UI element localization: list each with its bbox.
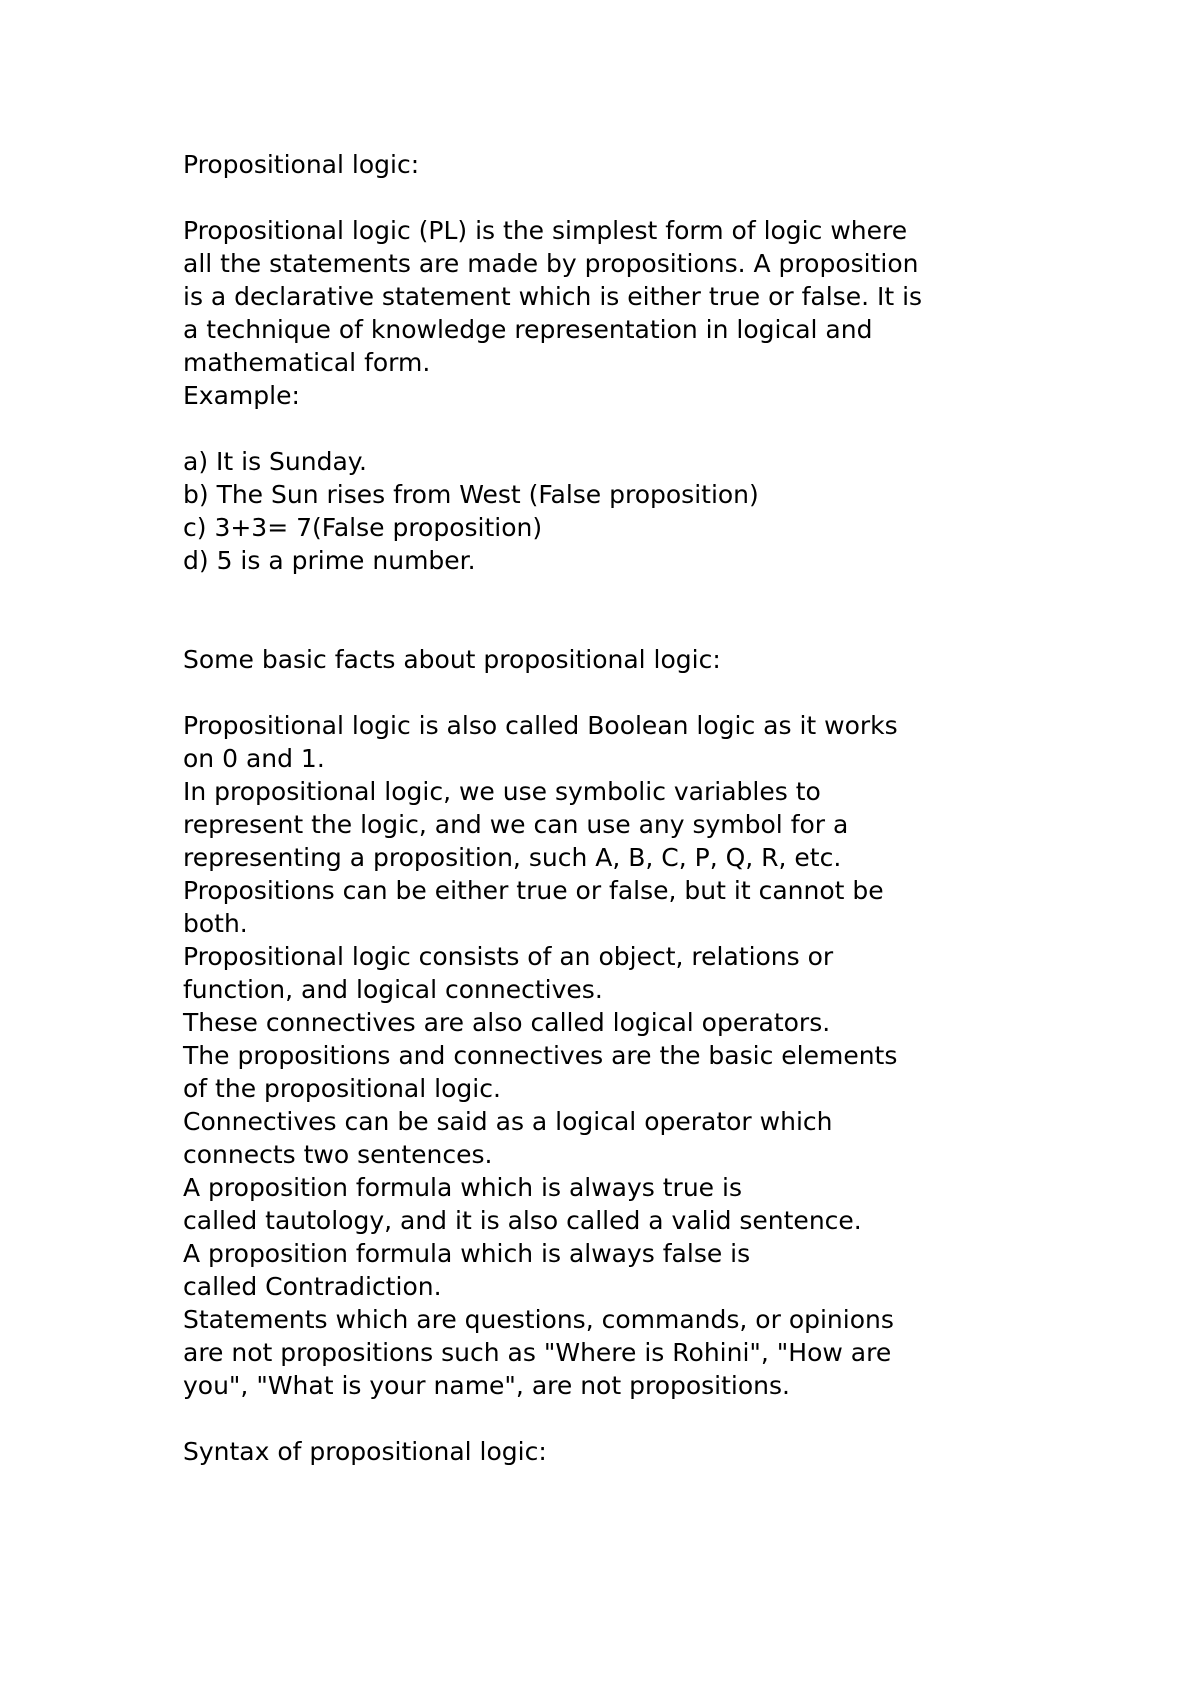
fact-line: A proposition formula which is always true is [183, 1173, 742, 1202]
blank-line [183, 610, 1083, 643]
intro-line: is a declarative statement which is either true or false. It is [183, 282, 923, 311]
fact-line: represent the logic, and we can use any symbol for a [183, 810, 849, 839]
fact-line: Connectives can be said as a logical operator which [183, 1107, 833, 1136]
fact-line: of the propositional logic. [183, 1074, 501, 1103]
example-item: a) It is Sunday. [183, 447, 367, 476]
fact-line: connects two sentences. [183, 1140, 493, 1169]
fact-line: both. [183, 909, 248, 938]
blank-line [183, 577, 1083, 610]
fact-line: Propositional logic is also called Boolean logic as it works [183, 711, 898, 740]
fact-line: A proposition formula which is always false is [183, 1239, 751, 1268]
facts-heading: Some basic facts about propositional logic: [183, 645, 721, 674]
fact-line: Propositional logic consists of an object, relations or [183, 942, 834, 971]
syntax-heading: Syntax of propositional logic: [183, 1437, 547, 1466]
intro-line: Propositional logic (PL) is the simplest form of logic where [183, 216, 908, 245]
page-title: Propositional logic: [183, 150, 420, 179]
fact-line: you", "What is your name", are not propositions. [183, 1371, 790, 1400]
document-body [183, 148, 1083, 1468]
fact-line: called tautology, and it is also called a valid sentence. [183, 1206, 862, 1235]
fact-line: are not propositions such as "Where is Rohini", "How are [183, 1338, 892, 1367]
fact-line: Statements which are questions, commands, or opinions [183, 1305, 894, 1334]
example-label: Example: [183, 381, 300, 410]
blank-line [183, 412, 1083, 445]
fact-line: called Contradiction. [183, 1272, 442, 1301]
fact-line: These connectives are also called logical operators. [183, 1008, 831, 1037]
blank-line [183, 676, 1083, 709]
fact-line: Propositions can be either true or false, but it cannot be [183, 876, 884, 905]
fact-line: representing a proposition, such A, B, C, P, Q, R, etc. [183, 843, 842, 872]
example-item: b) The Sun rises from West (False proposition) [183, 480, 759, 509]
blank-line [183, 181, 1083, 214]
intro-line: a technique of knowledge representation in logical and [183, 315, 873, 344]
blank-line [183, 1402, 1083, 1435]
example-item: d) 5 is a prime number. [183, 546, 476, 575]
fact-line: In propositional logic, we use symbolic variables to [183, 777, 821, 806]
intro-line: all the statements are made by propositions. A proposition [183, 249, 919, 278]
example-item: c) 3+3= 7(False proposition) [183, 513, 543, 542]
intro-line: mathematical form. [183, 348, 431, 377]
fact-line: function, and logical connectives. [183, 975, 603, 1004]
fact-line: on 0 and 1. [183, 744, 325, 773]
fact-line: The propositions and connectives are the basic elements [183, 1041, 898, 1070]
